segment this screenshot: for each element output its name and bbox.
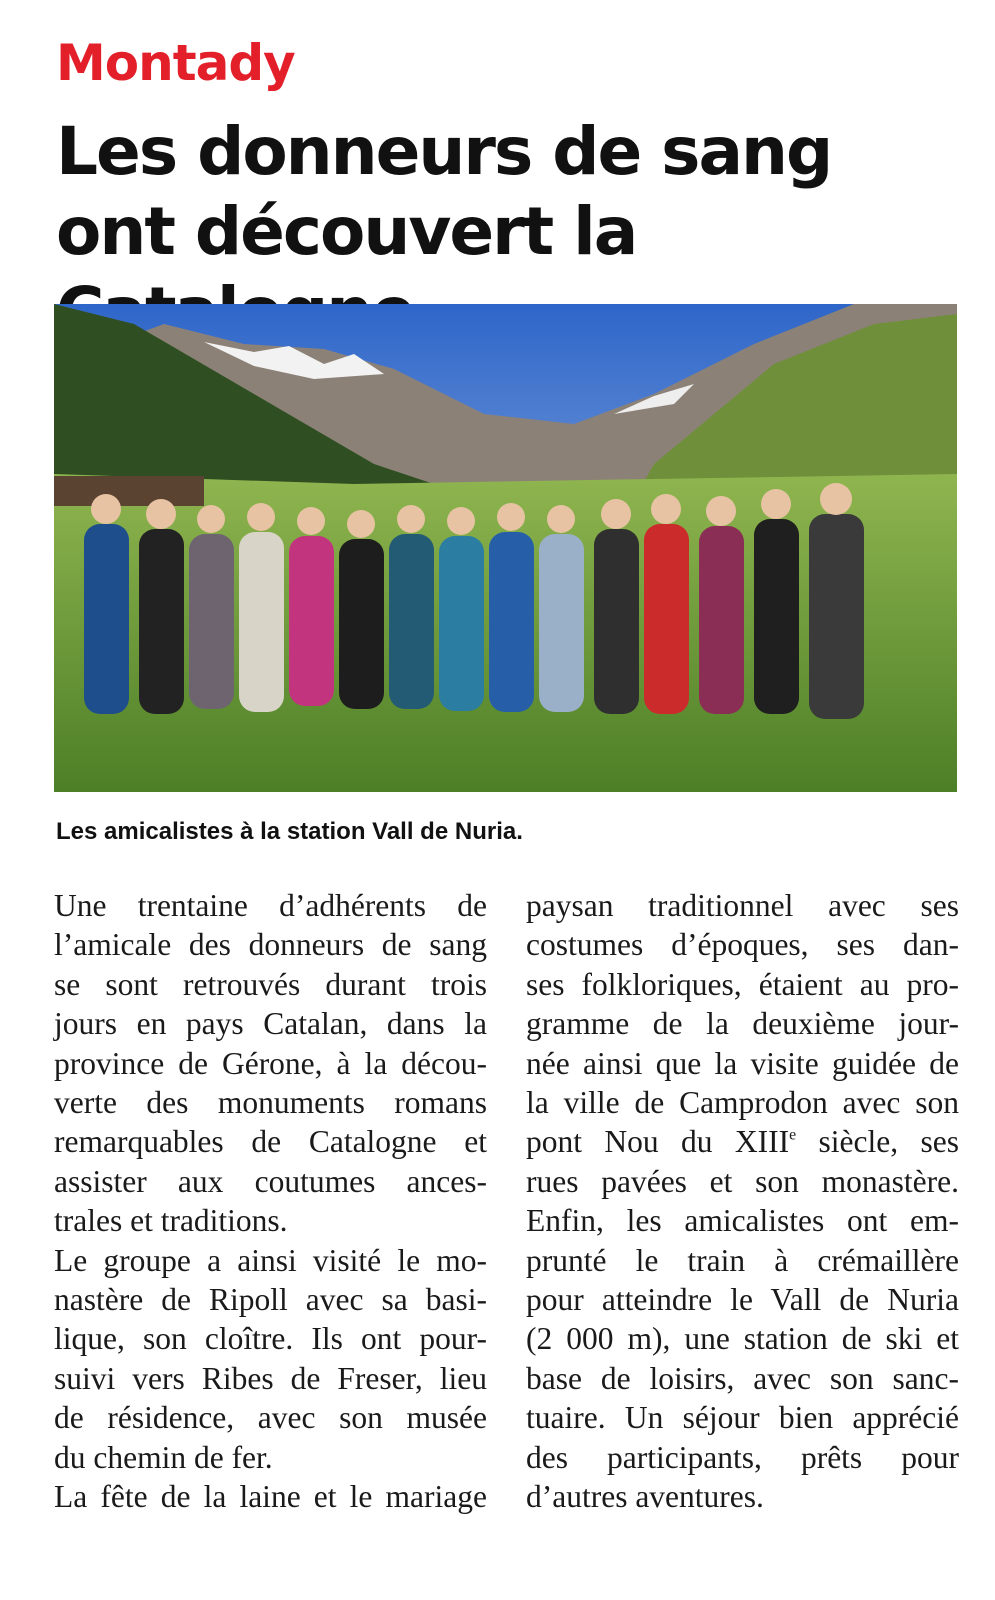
- article-body-right-column: [526, 886, 959, 1517]
- body-line: se sont retrouvés durant trois: [54, 966, 487, 1002]
- body-line: gramme de la deuxième jour-: [526, 1006, 959, 1042]
- body-line: [526, 1122, 959, 1161]
- body-line: remarquables de Catalogne et: [54, 1124, 487, 1160]
- body-line: base de loisirs, avec son sanc-: [526, 1360, 959, 1396]
- body-line: province de Gérone, à la décou-: [54, 1045, 487, 1081]
- photo-caption: Les amicalistes à la station Vall de Nuria.: [56, 818, 523, 845]
- body-line: Enfin, les amicalistes ont em-: [526, 1203, 959, 1239]
- body-line: costumes d’époques, ses dan-: [526, 927, 959, 963]
- body-line: rues pavées et son monastère.: [526, 1163, 959, 1199]
- article-photo: [54, 304, 957, 792]
- body-line: nastère de Ripoll avec sa basi-: [54, 1282, 487, 1318]
- body-line: trales et traditions.: [54, 1203, 288, 1239]
- body-line: des participants, prêts pour: [526, 1439, 959, 1475]
- body-line: Une trentaine d’adhérents de: [54, 888, 487, 923]
- body-line: de résidence, avec son musée: [54, 1400, 487, 1436]
- body-line: tuaire. Un séjour bien apprécié: [526, 1400, 959, 1436]
- body-line: Le groupe a ainsi visité le mo-: [54, 1242, 487, 1278]
- body-line: l’amicale des donneurs de sang: [54, 927, 487, 963]
- body-line: prunté le train à crémaillère: [526, 1242, 959, 1278]
- article-kicker: Montady: [56, 34, 295, 92]
- body-line: pour atteindre le Vall de Nuria: [526, 1282, 959, 1318]
- superscript: e: [789, 1126, 797, 1144]
- body-line: suivi vers Ribes de Freser, lieu: [54, 1360, 487, 1396]
- article-body-left-column: [54, 886, 487, 1517]
- body-line: jours en pays Catalan, dans la: [54, 1006, 487, 1042]
- body-line: du chemin de fer.: [54, 1439, 273, 1475]
- group-photo-icon: [54, 304, 957, 792]
- body-line: paysan traditionnel avec ses: [526, 888, 959, 923]
- body-line: née ainsi que la visite guidée de: [526, 1045, 959, 1081]
- body-line-segment: siècle, ses: [796, 1124, 959, 1160]
- body-line: lique, son cloître. Ils ont pour-: [54, 1321, 487, 1357]
- body-line: La fête de la laine et le mariage: [54, 1479, 487, 1515]
- article-headline: Les donneurs de sang ont découvert la: [56, 113, 832, 270]
- body-line: verte des monuments romans: [54, 1085, 487, 1121]
- body-line: la ville de Camprodon avec son: [526, 1085, 959, 1121]
- body-line: assister aux coutumes ances-: [54, 1163, 487, 1199]
- body-line-segment: pont Nou du XIII: [526, 1124, 790, 1160]
- body-line: d’autres aventures.: [526, 1479, 764, 1515]
- body-line: ses folkloriques, étaient au pro-: [526, 966, 959, 1002]
- body-line: (2 000 m), une station de ski et: [526, 1321, 959, 1357]
